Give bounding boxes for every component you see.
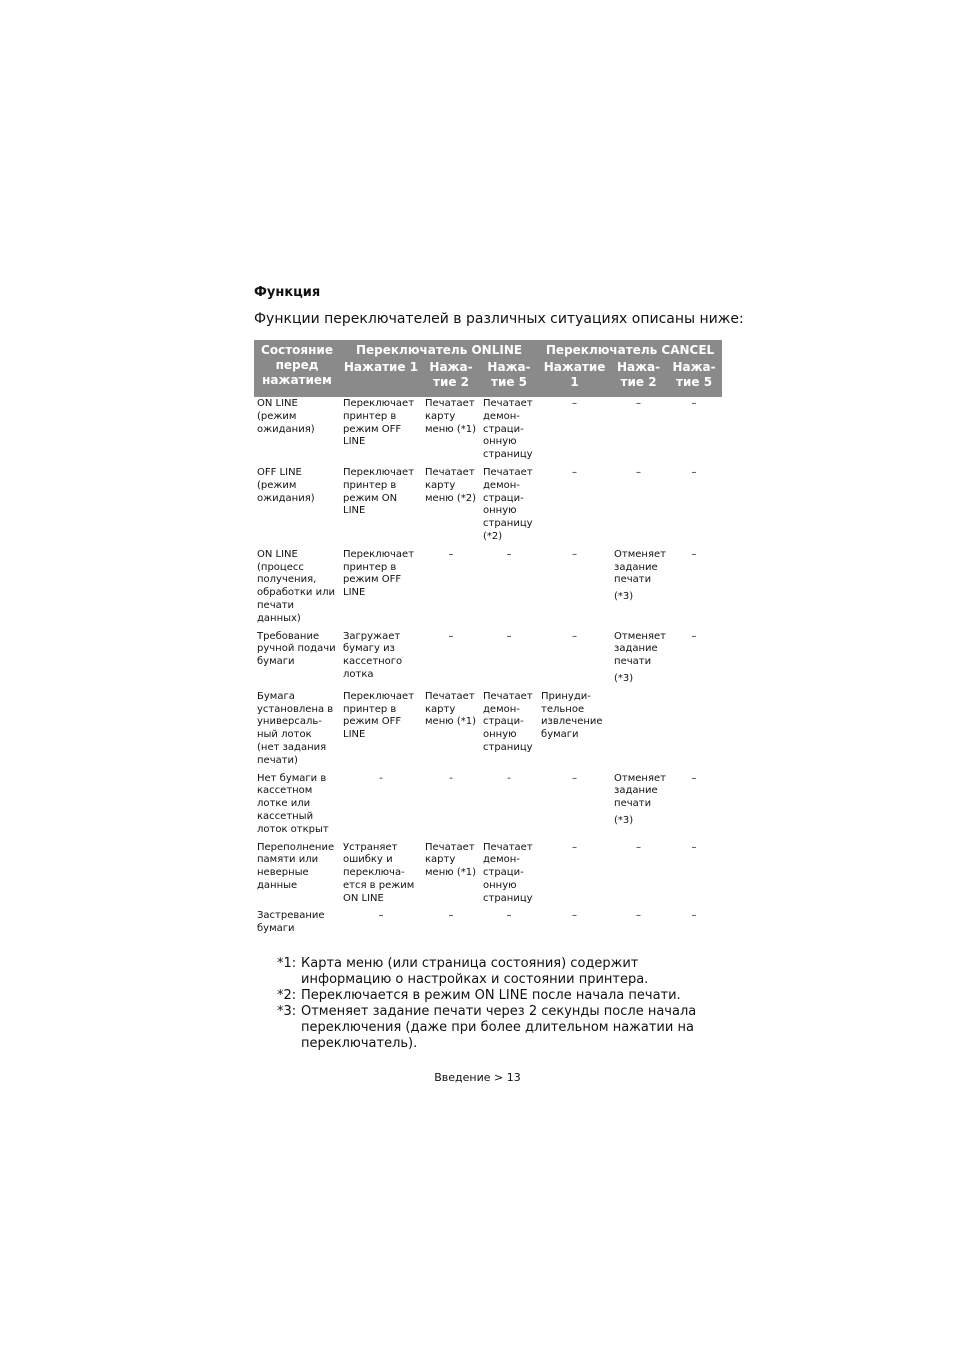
action-text: Переключает принтер в режим ON LINE — [343, 466, 415, 517]
action-text: – — [636, 398, 642, 409]
intro-text: Функции переключателей в различных ситуациях описаны ниже: — [254, 311, 744, 327]
action-text: Печатает демон-страци-онную страницу — [483, 841, 533, 904]
subheader-online-press-2: Нажа-тие 2 — [422, 359, 480, 397]
state-cell: Переполнение памяти или неверные данные — [257, 841, 335, 891]
action-text: Загружает бумагу из кассетного лотка — [343, 630, 403, 680]
action-cell — [480, 466, 538, 548]
action-text: – — [448, 630, 454, 642]
table-row — [254, 466, 722, 548]
footnote-text: Карта меню (или страница состояния) содержит информацию о настройках и состоянии принтера. — [301, 956, 649, 987]
action-cell — [340, 630, 422, 690]
action-text: Переключает принтер в режим OFF LINE — [343, 548, 415, 599]
footnote — [277, 1004, 707, 1052]
action-text: – — [572, 548, 578, 560]
action-cell — [340, 772, 422, 841]
page-footer: Введение > 13 — [434, 1071, 521, 1084]
table-row — [254, 548, 722, 630]
footnote-mark: *1: — [277, 956, 297, 971]
state-cell: Требование ручной подачи бумаги — [257, 630, 336, 668]
subheader-online-press-5: Нажа-тие 5 — [480, 359, 538, 397]
action-cell — [422, 772, 480, 841]
action-text: Переключает принтер в режим OFF LINE — [343, 690, 415, 741]
section-heading: Функция — [254, 285, 321, 300]
action-cell — [480, 397, 538, 466]
action-text: – — [636, 841, 642, 853]
action-cell — [666, 690, 722, 772]
action-text: Печатает карту меню (*2) — [425, 466, 476, 504]
action-text: Принуди-тельное извлечение бумаги — [541, 690, 603, 741]
action-cell — [611, 909, 666, 940]
action-cell — [666, 466, 722, 548]
action-text: Печатает демон-страци-онную страницу — [483, 690, 533, 753]
action-cell — [538, 548, 611, 630]
action-cell — [340, 548, 422, 630]
action-cell — [538, 466, 611, 548]
action-cell — [538, 690, 611, 772]
action-cell — [611, 841, 666, 910]
action-text: Устраняет ошибку и переключа-ется в режим ON LINE — [343, 841, 415, 904]
action-text: – — [636, 910, 642, 922]
action-text: – — [378, 910, 384, 922]
action-cell — [611, 548, 666, 630]
action-text: – — [691, 910, 697, 922]
action-cell — [340, 909, 422, 940]
footnote — [277, 956, 707, 988]
action-text: – — [636, 466, 642, 478]
action-cell — [538, 630, 611, 690]
action-cell — [538, 397, 611, 466]
action-cell — [611, 466, 666, 548]
action-cell — [611, 690, 666, 772]
subheader-cancel-press-1: Нажатие 1 — [538, 359, 611, 397]
action-cell — [666, 772, 722, 841]
action-text: – — [572, 466, 578, 478]
action-text: – — [572, 630, 578, 642]
action-text: – — [691, 841, 697, 853]
subheader-online-press-1: Нажатие 1 — [340, 359, 422, 397]
action-text: - — [507, 772, 511, 784]
action-text: – — [691, 548, 697, 560]
table-row — [254, 630, 722, 690]
table-row — [254, 909, 722, 940]
action-cell — [340, 466, 422, 548]
action-text: – — [691, 772, 697, 784]
action-cell — [422, 909, 480, 940]
action-text: Печатает карту меню (*1) — [425, 841, 476, 879]
table-row — [254, 690, 722, 772]
action-text: - — [449, 772, 453, 784]
action-text: – — [448, 548, 454, 560]
action-text: Переключает принтер в режим OFF LINE — [343, 398, 415, 448]
state-cell: Бумага установлена в универсаль-ный лоток (нет задания печати) — [257, 690, 334, 766]
action-text: Отменяет задание печати — [614, 772, 666, 810]
state-cell: ON LINE (процесс получения, обработки или печати данных) — [257, 548, 335, 624]
action-cell — [538, 772, 611, 841]
action-text: – — [691, 466, 697, 478]
footnote-mark: *2: — [277, 988, 297, 1003]
action-text: – — [691, 630, 697, 642]
state-cell: OFF LINE (режим ожидания) — [257, 466, 315, 504]
action-text: – — [691, 398, 697, 409]
action-text: – — [448, 910, 454, 922]
action-cell — [666, 841, 722, 910]
state-cell: Нет бумаги в кассетном лотке или кассетный лоток открыт — [257, 772, 329, 835]
action-text: – — [506, 548, 512, 560]
action-text: – — [572, 772, 578, 784]
action-cell — [422, 690, 480, 772]
action-cell — [666, 548, 722, 630]
action-cell — [480, 909, 538, 940]
action-cell — [422, 548, 480, 630]
action-text: - — [379, 772, 383, 784]
footnote-reference: (*3) — [614, 591, 634, 603]
action-cell — [340, 397, 422, 466]
action-text: – — [506, 910, 512, 922]
action-text: Отменяет задание печати — [614, 548, 666, 586]
action-cell — [422, 466, 480, 548]
action-text: Печатает карту меню (*1) — [425, 690, 476, 728]
footnote-text: Переключается в режим ON LINE после начала печати. — [301, 988, 681, 1003]
subheader-cancel-press-2: Нажа-тие 2 — [611, 359, 666, 397]
state-cell: ON LINE (режим ожидания) — [257, 398, 315, 435]
state-cell: Застревание бумаги — [257, 910, 325, 935]
action-cell — [480, 548, 538, 630]
footnotes — [277, 956, 707, 1052]
action-cell — [666, 397, 722, 466]
footnote-reference: (*3) — [614, 814, 634, 826]
action-text: – — [506, 630, 512, 642]
action-cell — [422, 841, 480, 910]
action-cell — [340, 690, 422, 772]
action-text: – — [572, 841, 578, 853]
action-cell — [480, 772, 538, 841]
action-cell — [611, 397, 666, 466]
action-text: Печатает демон-страци-онную страницу — [483, 398, 533, 461]
action-cell — [666, 909, 722, 940]
action-text: – — [572, 398, 578, 409]
action-cell — [538, 909, 611, 940]
header-state: Состояние перед нажатием — [254, 340, 340, 397]
action-cell — [480, 841, 538, 910]
action-cell — [611, 772, 666, 841]
action-cell — [538, 841, 611, 910]
action-cell — [422, 397, 480, 466]
subheader-cancel-press-5: Нажа-тие 5 — [666, 359, 722, 397]
action-cell — [611, 630, 666, 690]
action-cell — [480, 690, 538, 772]
action-cell — [480, 630, 538, 690]
action-text: Отменяет задание печати — [614, 630, 666, 668]
action-text: – — [572, 910, 578, 922]
action-cell — [422, 630, 480, 690]
header-cancel-switch: Переключатель CANCEL — [538, 340, 722, 359]
table-row — [254, 772, 722, 841]
footnote-text: Отменяет задание печати через 2 секунды после начала переключения (даже при более длительном нажатии на переключатель). — [301, 1004, 697, 1051]
action-cell — [666, 630, 722, 690]
action-cell — [340, 841, 422, 910]
footnote — [277, 988, 707, 1004]
switch-function-table — [254, 340, 722, 940]
header-online-switch: Переключатель ONLINE — [340, 340, 538, 359]
footnote-mark: *3: — [277, 1004, 297, 1019]
action-text: Печатает демон-страци-онную страницу (*2) — [483, 466, 533, 542]
footnote-reference: (*3) — [614, 672, 634, 684]
table-row — [254, 397, 722, 466]
table-row — [254, 841, 722, 910]
action-text: Печатает карту меню (*1) — [425, 398, 476, 435]
